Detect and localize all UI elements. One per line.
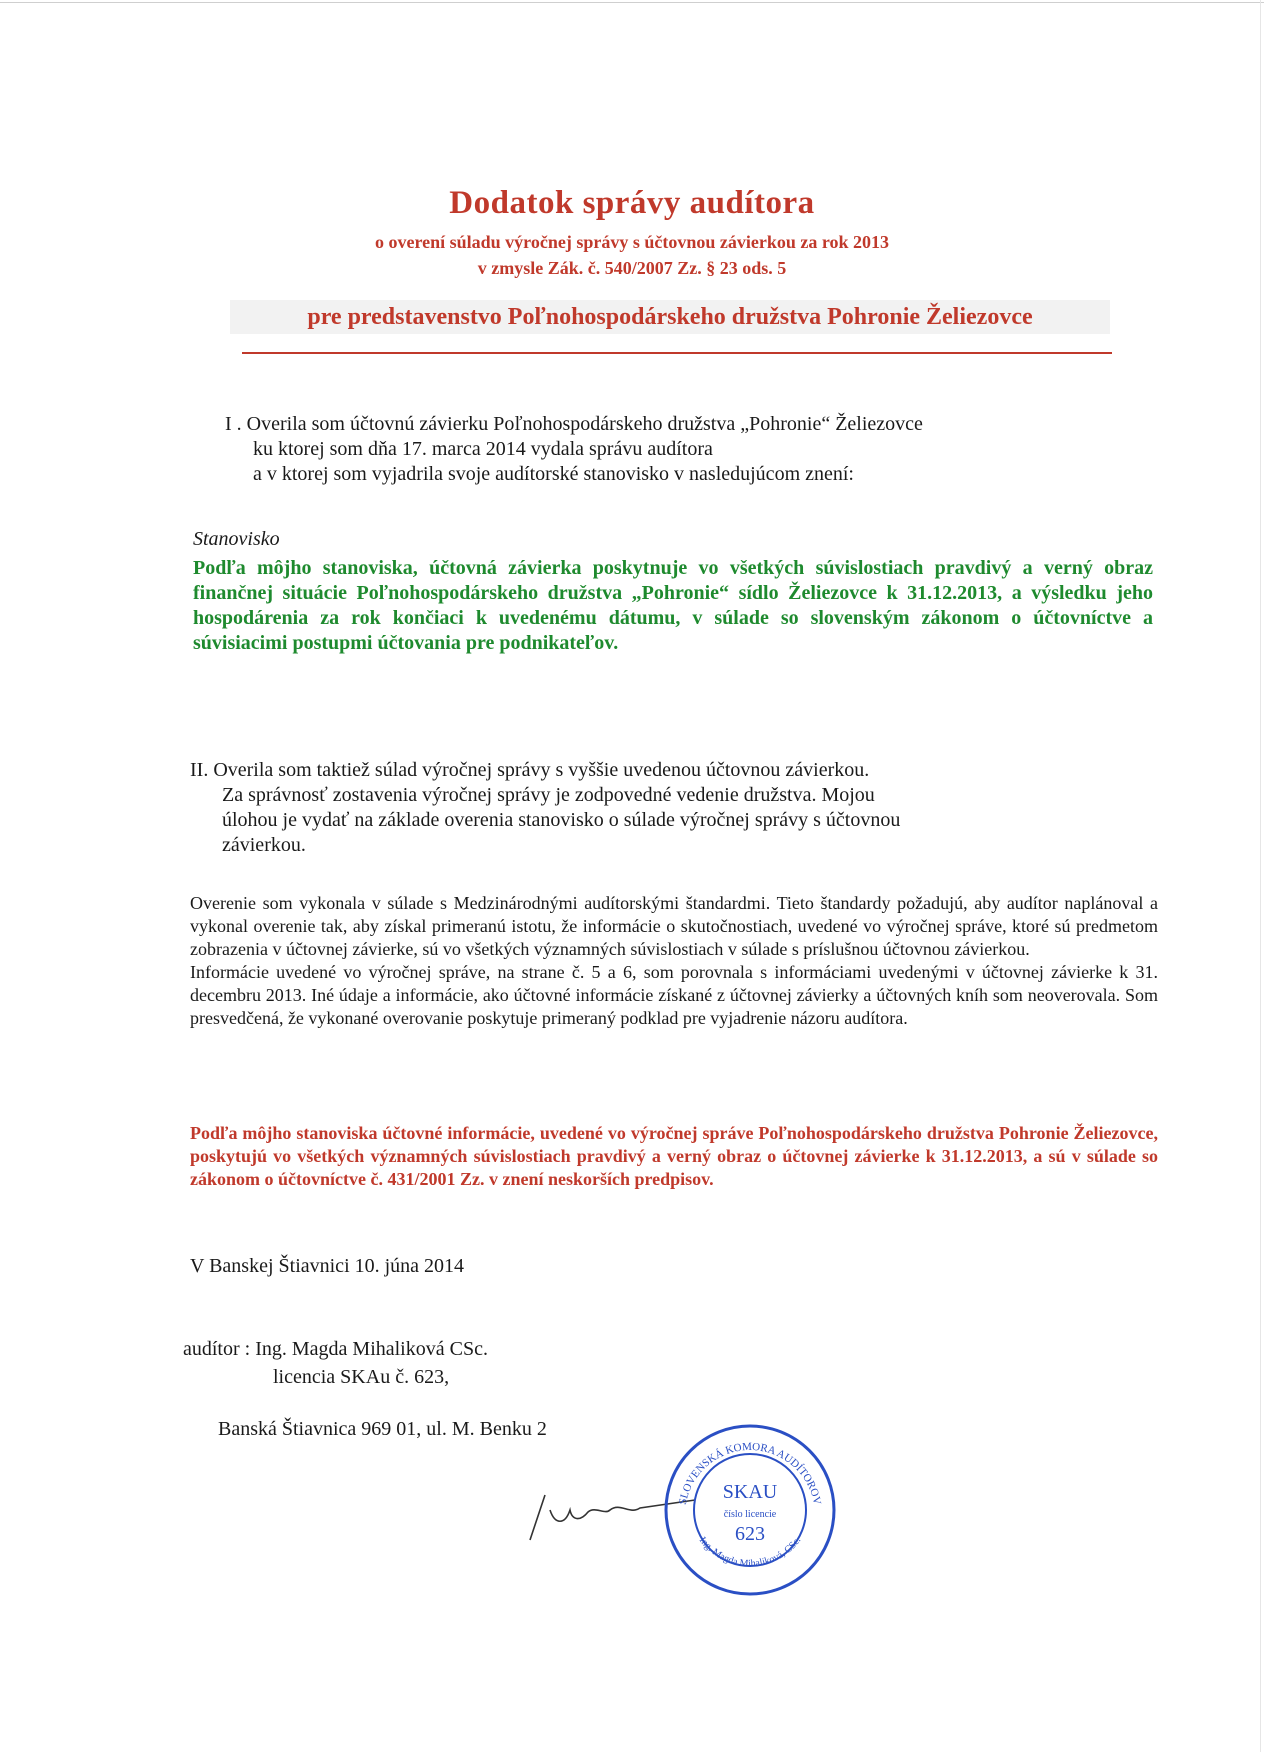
stamp-outer-bottom: Ing. Magda Mihaliková, CSc.	[696, 1535, 804, 1570]
stamp-license-label: číslo licencie	[723, 1509, 777, 1520]
subtitle-line-1: o overení súladu výročnej správy s účtovnou závierkou za rok 2013	[374, 232, 890, 252]
section-2-line-2: Za správnosť zostavenia výročnej správy je zodpovedné vedenie družstva. Mojou	[222, 784, 875, 806]
section-2-line-3: úlohou je vydať na základe overenia stanovisko o súlade výročnej správy s účtovnou	[222, 809, 901, 831]
section-1	[225, 412, 1125, 487]
stamp-outer-top: SLOVENSKÁ KOMORA AUDÍTOROV	[676, 1440, 824, 1506]
section-1-line-3: a v ktorej som vyjadrila svoje audítorské stanovisko v nasledujúcom znení:	[253, 463, 854, 485]
auditor-stamp	[660, 1420, 840, 1600]
section-1-line-2: ku ktorej som dňa 17. marca 2014 vydala správu audítora	[253, 438, 713, 460]
section-1-line-1: I . Overila som účtovnú závierku Poľnohospodárskeho družstva „Pohronie“ Želiezovce	[225, 413, 923, 435]
document-title: Dodatok správy audítora	[449, 185, 815, 221]
top-edge-line	[0, 2, 1264, 3]
opinion-label: Stanovisko	[193, 528, 280, 550]
place-date: V Banskej Štiavnici 10. júna 2014	[190, 1255, 465, 1277]
auditor-license: licencia SKAu č. 623,	[273, 1366, 450, 1388]
verification-body	[190, 892, 1158, 1030]
verification-paragraph-2: Informácie uvedené vo výročnej správe, na strane č. 5 a 6, som porovnala s informáciami uvedenými v účtovnej závierke k 31. decembru 2013. Iné údaje a informácie, ako účtovné informácie získané z účtovnej závierky a účtovných kníh som neoverovala. Som presvedčená, že vykonané overovanie poskytuje primeraný podklad pre vyjadrenie názoru audítora.	[190, 962, 1158, 1028]
stamp-logo: SKAU	[722, 1481, 778, 1503]
stamp-license-number: 623	[735, 1523, 765, 1545]
section-2-line-1: II. Overila som taktiež súlad výročnej správy s vyššie uvedenou účtovnou závierkou.	[190, 759, 870, 781]
section-2	[190, 758, 1150, 858]
title-divider	[242, 352, 1112, 354]
final-opinion: Podľa môjho stanoviska účtovné informácie, uvedené vo výročnej správe Poľnohospodárskeho družstva Pohronie Želiezovce, poskytujú vo všetkých významných súvislostiach pravdivý a verný obraz o účtovnej závierke k 31.12.2013, a sú v súlade so zákonom o účtovníctve č. 431/2001 Zz. v znení neskorších predpisov.	[190, 1123, 1158, 1189]
recipient-banner: pre predstavenstvo Poľnohospodárskeho družstva Pohronie Želiezovce	[230, 300, 1110, 334]
section-2-line-4: závierkou.	[222, 834, 306, 856]
verification-paragraph-1: Overenie som vykonala v súlade s Medzinárodnými audítorskými štandardmi. Tieto štandardy požadujú, aby audítor naplánoval a vykonal overenie tak, aby získal primeranú istotu, že informácie o skutočnostiach, uvedené vo výročnej správe, ktoré sú predmetom zobrazenia v účtovnej závierke, sú vo všetkých významných súvislostiach v súlade s príslušnou účtovnou závierkou.	[190, 893, 1158, 959]
opinion-text: Podľa môjho stanoviska, účtovná závierka poskytnuje vo všetkých súvislostiach pravdivý a verný obraz finančnej situácie Poľnohospodárskeho družstva „Pohronie“ sídlo Želiezovce k 31.12.2013, a výsledku jeho hospodárenia za rok končiaci k uvedenému dátumu, v súlade so slovenským zákonom o účtovníctve a súvisiacimi postupmi účtovania pre podnikateľov.	[193, 557, 1153, 654]
auditor-address: Banská Štiavnica 969 01, ul. M. Benku 2	[218, 1418, 547, 1440]
auditor-name: audítor : Ing. Magda Mihaliková CSc.	[183, 1338, 488, 1360]
subtitle-line-2: v zmysle Zák. č. 540/2007 Zz. § 23 ods. 5	[477, 258, 787, 278]
